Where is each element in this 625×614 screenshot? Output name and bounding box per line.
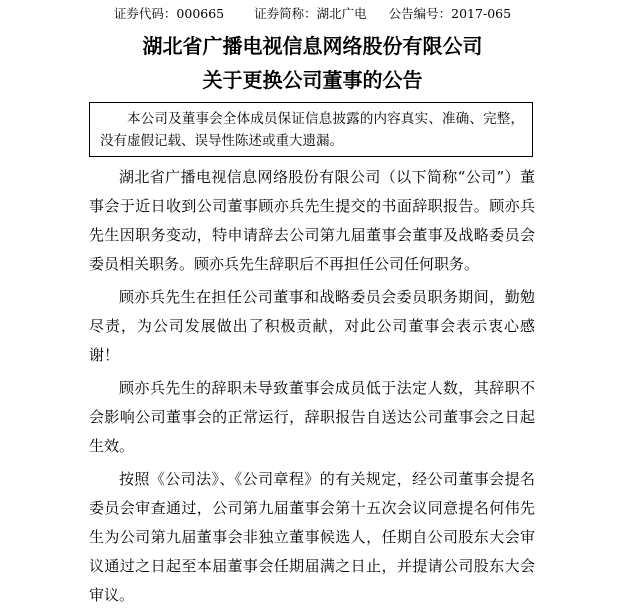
announcement-number: 公告编号：2017-065 [388, 6, 512, 21]
paragraph-resignation: 湖北省广播电视信息网络股份有限公司（以下简称“公司”）董事会于近日收到公司董事顾亦兵先生提交的书面辞职报告。顾亦兵先生因职务变动，特申请辞去公司第九届董事会董事及战略委员会委员相关职务。顾亦兵先生辞职后不再担任公司任何职务。 [89, 168, 535, 273]
paragraph-nomination: 按照《公司法》、《公司章程》的有关规定，经公司董事会提名委员会审查通过，公司第九届董事会第十五次会议同意提名何伟先生为公司第九届董事会非独立董事候选人，任期自公司股东大会审议通过之日起至本届董事会任期届满之日止，并提请公司股东大会审议。 [89, 470, 535, 604]
security-abbreviation: 证券简称：湖北广电 [254, 6, 367, 21]
announcement-title: 关于更换公司董事的公告 [202, 68, 423, 92]
security-code: 证券代码：000665 [113, 6, 225, 21]
announcement-body [89, 163, 535, 614]
paragraph-effect: 顾亦兵先生的辞职未导致董事会成员低于法定人数，其辞职不会影响公司董事会的正常运行，辞职报告自送达公司董事会之日起生效。 [89, 379, 535, 455]
paragraph-acknowledgement: 顾亦兵先生在担任公司董事和战略委员会委员职务期间，勤勉尽责，为公司发展做出了积极贡献，对此公司董事会表示衷心感谢！ [89, 288, 535, 364]
document-header [0, 6, 625, 22]
disclaimer-box: 本公司及董事会全体成员保证信息披露的内容真实、准确、完整，没有虚假记载、误导性陈述或重大遗漏。 [89, 102, 533, 157]
company-title: 湖北省广播电视信息网络股份有限公司 [142, 34, 483, 58]
